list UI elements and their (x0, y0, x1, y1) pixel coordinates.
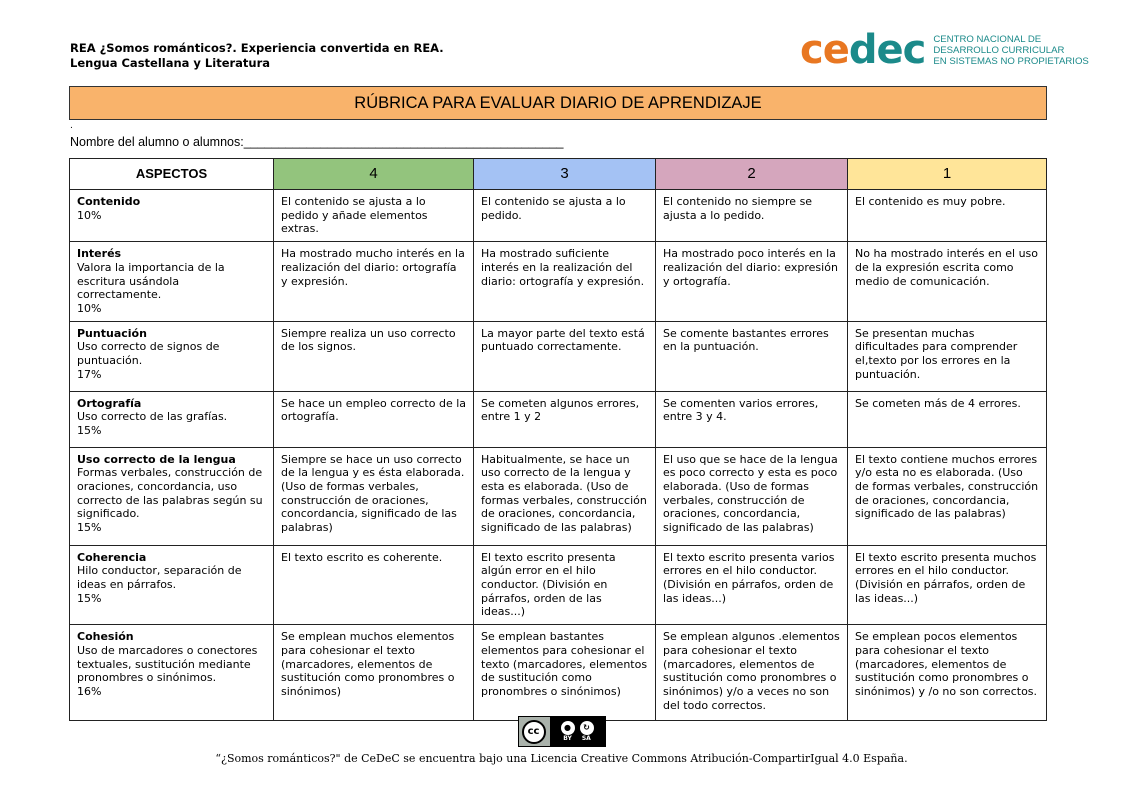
level-cell: Se emplean pocos elementos para cohesionar el texto (marcadores, elementos de sustitución como pronombres o sinónimos) y /o no son correctos. (848, 625, 1047, 721)
logo-sub-line3: EN SISTEMAS NO PROPIETARIOS (933, 55, 1089, 67)
table-row (70, 391, 1047, 447)
rubric-table (69, 158, 1047, 721)
aspect-name: Cohesión (77, 630, 134, 644)
level-cell: El contenido es muy pobre. (848, 190, 1047, 242)
level-cell: Ha mostrado poco interés en la realización del diario: expresión y ortografía. (656, 242, 848, 322)
aspect-cell (70, 190, 274, 242)
level-cell: Se cometen más de 4 errores. (848, 391, 1047, 447)
aspect-weight: 10% (77, 208, 102, 222)
level-cell: Se emplean algunos .elementos para cohesionar el texto (marcadores, elementos de sustitución como pronombres o sinónimos) y/o a veces no son del todo correctos. (656, 625, 848, 721)
table-row (70, 190, 1047, 242)
table-row (70, 625, 1047, 721)
level-cell: Ha mostrado suficiente interés en la realización del diario: ortografía y expresión. (474, 242, 656, 322)
level-cell: Se comenten varios errores, entre 3 y 4. (656, 391, 848, 447)
license-text: “¿Somos románticos?" de CeDeC se encuentra bajo una Licencia Creative Commons Atribución-CompartirIgual 4.0 España. (215, 752, 908, 765)
level-cell: Ha mostrado mucho interés en la realización del diario: ortografía y expresión. (274, 242, 474, 322)
table-row (70, 242, 1047, 322)
level-4-header: 4 (274, 159, 474, 190)
level-cell: Siempre realiza un uso correcto de los signos. (274, 321, 474, 391)
level-cell: Se hace un empleo correcto de la ortografía. (274, 391, 474, 447)
header-title: REA ¿Somos románticos?. Experiencia convertida en REA. (70, 41, 444, 55)
aspect-description: Uso correcto de signos de puntuación. (77, 340, 220, 368)
aspect-weight: 15% (77, 424, 102, 438)
document-header (70, 41, 444, 71)
aspects-header: ASPECTOS (70, 159, 274, 190)
logo-word-part1: ce (800, 27, 849, 73)
header-subject: Lengua Castellana y Literatura (70, 56, 271, 70)
level-cell: Se comente bastantes errores en la puntuación. (656, 321, 848, 391)
aspect-description: Formas verbales, construcción de oraciones, concordancia, uso correcto de las palabras según su significado. (77, 466, 263, 521)
level-cell: El contenido se ajusta a lo pedido y añade elementos extras. (274, 190, 474, 242)
level-cell: Se presentan muchas dificultades para comprender el,texto por los errores en la puntuación. (848, 321, 1047, 391)
level-3-header: 3 (474, 159, 656, 190)
license-footer (0, 716, 1123, 765)
cedec-logo-word (800, 27, 926, 73)
level-cell: El texto escrito presenta varios errores en el hilo conductor. (División en párrafos, orden de las ideas...) (656, 545, 848, 625)
aspect-weight: 15% (77, 591, 102, 605)
by-person-icon: ● (561, 721, 575, 735)
level-cell: No ha mostrado interés en el uso de la expresión escrita como medio de comunicación. (848, 242, 1047, 322)
level-1-header: 1 (848, 159, 1047, 190)
aspect-description: Valora la importancia de la escritura usándola correctamente. (77, 260, 225, 302)
cc-icons (561, 721, 594, 735)
aspect-name: Contenido (77, 195, 141, 208)
aspect-cell (70, 545, 274, 625)
level-2-header: 2 (656, 159, 848, 190)
level-cell: Siempre se hace un uso correcto de la lengua y es ésta elaborada. (Uso de formas verbales, construcción de oraciones, concordancia, significado de las palabras) (274, 447, 474, 545)
aspect-cell (70, 321, 274, 391)
cc-badge-right (550, 717, 605, 746)
level-cell: La mayor parte del texto está puntuado correctamente. (474, 321, 656, 391)
aspect-name: Uso correcto de la lengua (77, 452, 236, 466)
aspect-cell (70, 447, 274, 545)
logo-word-part2: dec (848, 27, 926, 73)
level-cell: El contenido no siempre se ajusta a lo pedido. (656, 190, 848, 242)
level-cell: El contenido se ajusta a lo pedido. (474, 190, 656, 242)
student-name-line: Nombre del alumno o alumnos:______________________________________________ (70, 135, 564, 149)
rubric-header-row (70, 159, 1047, 190)
aspect-description: Uso correcto de las grafías. (77, 410, 228, 424)
level-cell: El uso que se hace de la lengua es poco correcto y esta es poco elaborada. (Uso de formas verbales, construcción de oraciones, concordancia, significado de las palabras) (656, 447, 848, 545)
aspect-cell (70, 391, 274, 447)
cc-by-sa-badge[interactable] (518, 716, 606, 747)
logo-sub-line2: DESARROLLO CURRICULAR (933, 44, 1065, 56)
aspect-description: Uso de marcadores o conectores textuales, sustitución mediante pronombres o sinónimos. (77, 643, 258, 685)
logo-subtitle (933, 34, 1088, 67)
cc-by-label: BY (563, 734, 572, 742)
aspect-name: Interés (77, 247, 122, 261)
level-cell: El texto contiene muchos errores y/o esta no es elaborada. (Uso de formas verbales, construcción de oraciones, concordancia, significado de las palabras) (848, 447, 1047, 545)
level-cell: Se cometen algunos errores, entre 1 y 2 (474, 391, 656, 447)
table-row (70, 321, 1047, 391)
table-row (70, 545, 1047, 625)
table-row (70, 447, 1047, 545)
stray-dot: . (70, 121, 73, 131)
level-cell: El texto escrito presenta muchos errores en el hilo conductor. (División en párrafos, orden de las ideas...) (848, 545, 1047, 625)
aspect-name: Puntuación (77, 326, 147, 340)
logo-sub-line1: CENTRO NACIONAL DE (933, 33, 1042, 45)
aspect-name: Ortografía (77, 396, 142, 410)
level-cell: Habitualmente, se hace un uso correcto de la lengua y esta es elaborada. (Uso de formas verbales, construcción de oraciones, concordancia, significado de las palabras) (474, 447, 656, 545)
cc-sa-label: SA (581, 734, 591, 742)
aspect-cell (70, 625, 274, 721)
aspect-weight: 17% (77, 367, 102, 381)
cedec-logo (800, 27, 1089, 73)
rubric-title-banner: RÚBRICA PARA EVALUAR DIARIO DE APRENDIZAJE (69, 86, 1047, 120)
aspect-description: Hilo conductor, separación de ideas en párrafos. (77, 564, 242, 592)
level-cell: Se emplean bastantes elementos para cohesionar el texto (marcadores, elementos de sustitución como pronombres o sinónimos) (474, 625, 656, 721)
cc-labels (563, 735, 591, 743)
cc-icon: cc (522, 720, 546, 744)
level-cell: Se emplean muchos elementos para cohesionar el texto (marcadores, elementos de sustitución como pronombres o sinónimos) (274, 625, 474, 721)
aspect-weight: 16% (77, 684, 102, 698)
level-cell: El texto escrito es coherente. (274, 545, 474, 625)
level-cell: El texto escrito presenta algún error en el hilo conductor. (División en párrafos, orden de las ideas...) (474, 545, 656, 625)
sa-share-alike-icon: ↻ (580, 721, 594, 735)
aspect-weight: 15% (77, 521, 102, 535)
aspect-weight: 10% (77, 301, 102, 315)
aspect-name: Coherencia (77, 550, 147, 564)
aspect-cell (70, 242, 274, 322)
